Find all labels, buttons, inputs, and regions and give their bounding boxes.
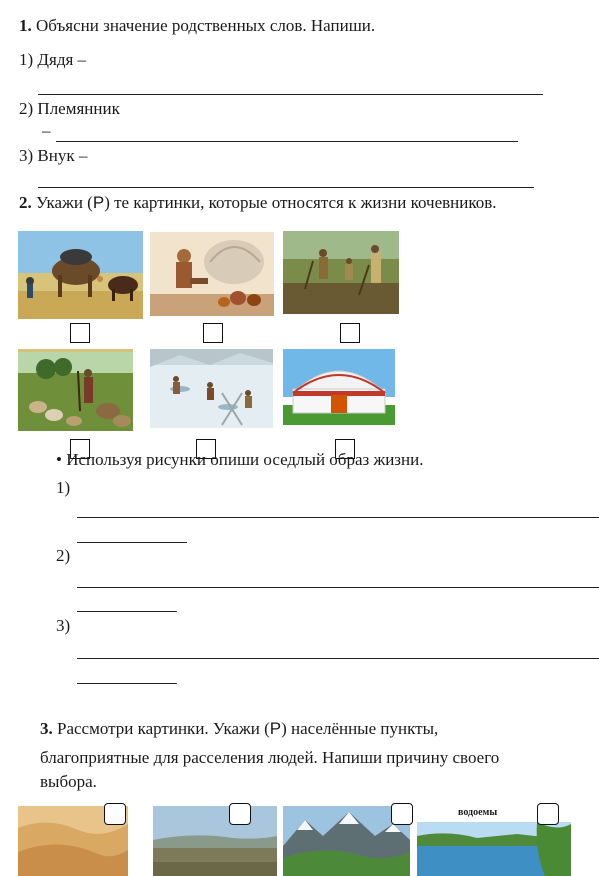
picture-water[interactable] [417,822,571,876]
answer-line[interactable] [56,141,518,142]
picture-caption: водоемы [458,807,498,818]
checkbox[interactable] [229,803,251,825]
answer-line[interactable] [77,542,187,543]
task1-number: 1. [19,16,32,35]
task1-item-2: 2) Племянник [19,99,120,118]
answer-line[interactable] [77,517,599,518]
checkbox[interactable] [340,323,360,343]
task3-number: 3. [40,719,53,738]
answer-line[interactable] [77,611,177,612]
task2-mark: Р [92,193,105,212]
task3-text-1: Рассмотри картинки. Укажи ( [57,719,270,738]
picture-caravan[interactable] [18,231,143,319]
picture-farmers[interactable] [283,231,399,314]
bullet: • [56,450,62,469]
answer-line[interactable] [77,587,599,588]
task3-line-3: выбора. [40,772,97,791]
task2-number: 2. [19,193,32,212]
checkbox[interactable] [70,323,90,343]
task3-mark: Р [269,719,282,738]
answer-label-2: 2) [56,546,71,565]
picture-potter[interactable] [150,232,274,316]
checkbox[interactable] [391,803,413,825]
checkbox[interactable] [537,803,559,825]
caravan-image [18,231,143,319]
answer-line[interactable] [77,683,177,684]
task1-heading [19,16,375,36]
task1-item-1: 1) Дядя – [19,50,87,69]
task1-item-3: 3) Внук – [19,146,88,165]
answer-label-1: 1) [56,478,71,497]
task1-title: Объясни значение родственных слов. Напиши. [36,16,376,35]
answer-line[interactable] [77,658,599,659]
herder-image [18,349,133,431]
potter-image [150,232,274,316]
task2-heading [19,193,497,213]
answer-line[interactable] [38,187,534,188]
picture-ice-fishing[interactable] [150,349,273,428]
dash: – [42,121,51,140]
task3-line-2: благоприятные для расселения людей. Напиши причину своего [40,748,500,767]
farmers-image [283,231,399,314]
answer-line[interactable] [38,94,543,95]
task2-title-pre: Укажи ( [36,193,93,212]
checkbox[interactable] [104,803,126,825]
picture-steppe[interactable] [153,806,277,876]
answer-label-3: 3) [56,616,71,635]
task3-text-1-post: ) населённые пункты, [281,719,439,738]
yurt-image [283,349,395,425]
ice-fishing-image [150,349,273,428]
picture-herder[interactable] [18,349,133,431]
checkbox[interactable] [203,323,223,343]
subtask [56,450,423,470]
steppe-image [153,806,277,876]
water-image [417,822,571,876]
task3-line-1 [40,719,438,739]
task2-title-post: ) те картинки, которые относятся к жизни кочевников. [104,193,497,212]
subtask-text: Используя рисунки опиши оседлый образ жизни. [66,450,424,469]
picture-yurt[interactable] [283,349,395,425]
